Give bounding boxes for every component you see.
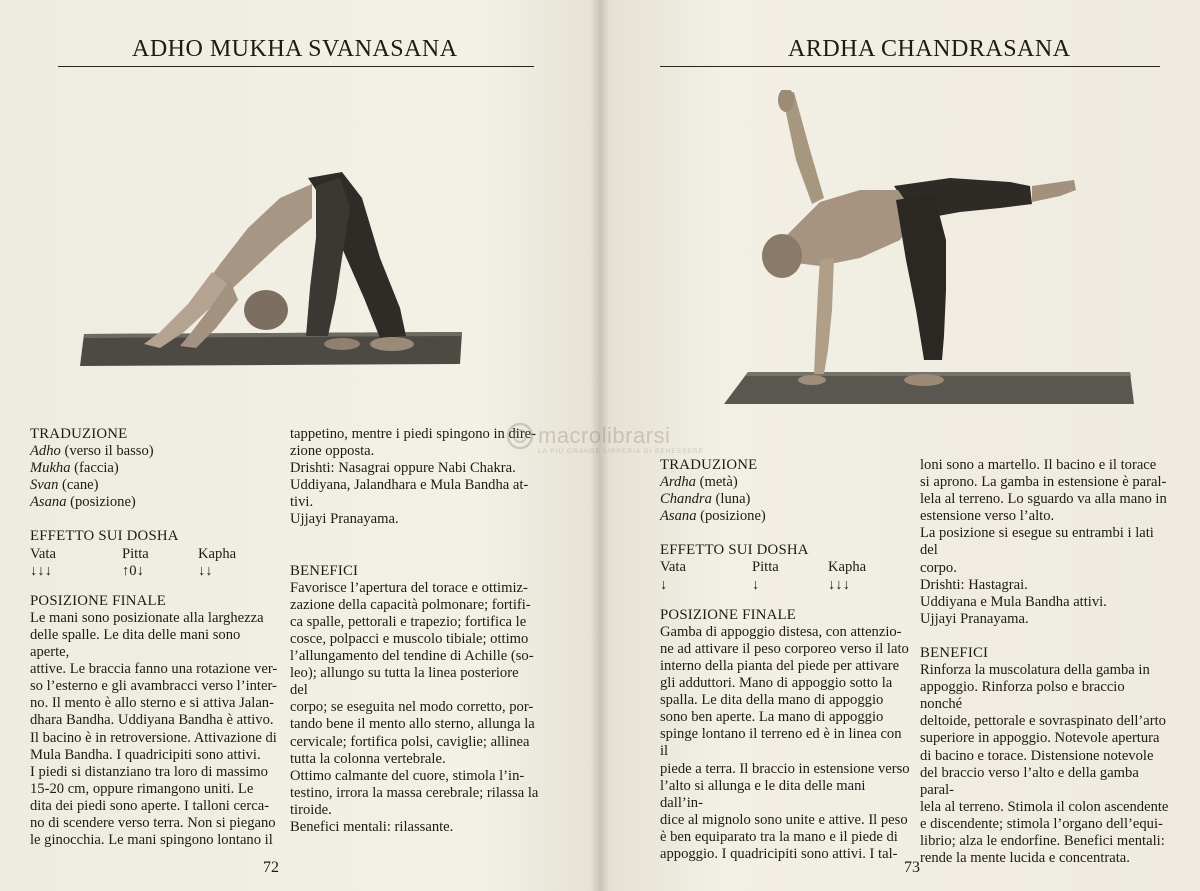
position-heading: POSIZIONE FINALE [30, 592, 166, 609]
pose-photo-downward-dog [80, 168, 468, 373]
text-line: si aprono. La gamba in estensione è paral- [920, 474, 1167, 491]
text-line: le ginocchia. Le mani spingono lontano il [30, 832, 273, 849]
translation-item [30, 443, 280, 460]
translation-heading: TRADUZIONE [660, 457, 758, 473]
text-line: testino, irrora la massa cerebrale; rilassa la [290, 784, 539, 801]
dosha-heading: EFFETTO SUI DOSHA [30, 528, 179, 545]
text-line: Ujjayi Pranayama. [920, 610, 1029, 627]
text-line: delle spalle. Le dita delle mani sono aperte, [30, 626, 241, 661]
text-line: Favorisce l’apertura del torace e ottimiz- [290, 579, 528, 596]
text-line: no. Il mento è allo sterno e si attiva Jalan- [30, 695, 274, 712]
dosha-name: Vata [660, 559, 686, 576]
text-line: Uddiyana e Mula Bandha attivi. [920, 593, 1107, 610]
text-line: è ben equiparato tra la mano e il piede di [660, 828, 898, 845]
dosha-names [660, 559, 910, 576]
translation-meaning: (metà) [695, 474, 738, 491]
dosha-arrows [660, 577, 910, 594]
translation-term: Asana [660, 508, 697, 525]
translation-item [660, 508, 910, 525]
text-line: spalla. Le dita della mano di appoggio [660, 692, 884, 709]
left-column [30, 426, 280, 849]
text-line: corpo. [920, 559, 957, 576]
dosha-arrow: ↑0↓ [122, 562, 144, 579]
text-line: piede a terra. Il braccio in estensione verso [660, 760, 910, 777]
text-line: Le mani sono posizionate alla larghezza [30, 609, 264, 626]
text-line: del braccio verso l’alto e della gamba paral- [920, 764, 1139, 798]
text-line: Rinforza la muscolatura della gamba in [920, 662, 1150, 679]
right-column [290, 426, 540, 836]
text-line: librio; alza le endorfine. Benefici mentali: [920, 832, 1165, 849]
text-line: leo); allungo su tutta la linea posteriore del [290, 665, 519, 699]
text-line: zazione della capacità polmonare; fortifi- [290, 596, 531, 613]
translation-meaning: (luna) [711, 491, 751, 508]
translation-meaning: (cane) [58, 477, 99, 494]
translation-term: Mukha [30, 460, 71, 477]
watermark-tagline: LA PIÙ GRANDE LIBRERIA DI BENESSERE [538, 448, 704, 455]
translation-term: Asana [30, 494, 67, 511]
text-line: l’alto si allunga e le dita delle mani dall’in- [660, 777, 866, 811]
page-number: 73 [904, 859, 920, 876]
translation-heading: TRADUZIONE [30, 426, 128, 442]
dosha-arrows [30, 563, 280, 580]
text-line: spinge lontano il terreno ed è in linea con il [660, 726, 902, 760]
page-title: ARDHA CHANDRASANA [788, 36, 1071, 62]
dosha-name: Pitta [122, 545, 149, 562]
text-line: appoggio. I quadricipiti sono attivi. I tal- [660, 845, 898, 862]
dosha-arrow: ↓ [752, 576, 760, 593]
translation-item [660, 491, 910, 508]
text-line: estensione verso l’alto. [920, 508, 1055, 525]
text-line: Uddiyana, Jalandhara e Mula Bandha at- [290, 477, 529, 494]
text-line: tando bene il mento allo sterno, allunga la [290, 716, 535, 733]
translation-item [30, 494, 280, 511]
left-column [660, 457, 910, 863]
text-line: cosce, polpacci e muscolo tibiale; ottimo [290, 630, 529, 647]
dosha-name: Pitta [752, 559, 779, 576]
translation-meaning: (verso il basso) [60, 443, 154, 460]
page-number: 72 [263, 859, 279, 876]
text-line: tiroide. [290, 801, 332, 818]
translation-term: Svan [30, 477, 59, 494]
text-line: superiore in appoggio. Notevole apertura [920, 730, 1160, 747]
text-line: l’allungamento del tendine di Achille (so- [290, 648, 534, 665]
text-line: appoggio. Rinforza polso e braccio nonché [920, 679, 1125, 713]
dosha-name: Vata [30, 545, 56, 562]
pose-photo-half-moon [720, 90, 1138, 406]
text-line: Ottimo calmante del cuore, stimola l’in- [290, 767, 525, 784]
dosha-name: Kapha [828, 559, 867, 576]
text-line: Drishti: Hastagrai. [920, 576, 1028, 593]
title-rule [660, 66, 1160, 67]
dosha-name: Kapha [198, 545, 237, 562]
text-line: zione opposta. [290, 443, 375, 460]
text-line: Mula Bandha. I quadricipiti sono attivi. [30, 746, 261, 763]
watermark [506, 422, 704, 455]
dosha-heading: EFFETTO SUI DOSHA [660, 542, 809, 559]
text-line: rende la mente lucida e concentrata. [920, 850, 1130, 867]
text-line: corpo; se eseguita nel modo corretto, por- [290, 699, 534, 716]
right-page [602, 0, 1200, 891]
text-line: dita dei piedi sono aperte. I talloni cerca- [30, 797, 270, 814]
text-line: 15-20 cm, oppure rimangono uniti. Le [30, 780, 254, 797]
text-line: so l’esterno e gli avambracci verso l’inter- [30, 678, 277, 695]
text-line: tivi. [290, 494, 314, 511]
translation-meaning: (posizione) [696, 508, 766, 525]
text-line: ne ad attivare il peso corporeo verso il lato [660, 640, 909, 657]
yoga-pose-image [720, 90, 1138, 406]
translation-item [660, 474, 910, 491]
text-line: ca spalle, pettorali e trapezio; fortifica le [290, 613, 527, 630]
text-line: attive. Le braccia fanno una rotazione ver- [30, 661, 278, 678]
right-column [920, 457, 1170, 867]
translation-term: Chandra [660, 491, 712, 508]
translation-meaning: (faccia) [70, 460, 119, 477]
translation-item [30, 460, 280, 477]
text-line: no di scendere verso terra. Non si piegano [30, 814, 276, 831]
text-line: tappetino, mentre i piedi spingono in dire- [290, 426, 537, 442]
text-line: loni sono a martello. Il bacino e il torace [920, 457, 1157, 473]
position-heading: POSIZIONE FINALE [660, 606, 796, 623]
text-line: deltoide, pettorale e sovraspinato dell’arto [920, 713, 1166, 730]
dosha-arrow: ↓↓↓ [30, 562, 52, 579]
text-line: e discendente; stimola l’organo dell’equi- [920, 815, 1163, 832]
watermark-brand: macrolibrarsi [538, 423, 671, 448]
translation-item [30, 477, 280, 494]
text-line: dice al mignolo sono unite e attive. Il peso [660, 811, 908, 828]
text-line: cervicale; fortifica polsi, caviglie; allinea [290, 733, 530, 750]
title-rule [58, 66, 534, 67]
text-line: lela al terreno. Lo sguardo va alla mano in [920, 491, 1167, 508]
translation-meaning: (posizione) [66, 494, 136, 511]
text-line: I piedi si distanziano tra loro di massimo [30, 763, 268, 780]
page-title: ADHO MUKHA SVANASANA [132, 36, 458, 62]
text-line: interno della pianta del piede per attivare [660, 657, 900, 674]
dosha-arrow: ↓↓↓ [828, 576, 850, 593]
benefits-heading: BENEFICI [290, 562, 359, 579]
text-line: lela al terreno. Stimola il colon ascendente [920, 798, 1169, 815]
yoga-pose-image [80, 168, 468, 373]
text-line: Il bacino è in retroversione. Attivazione di [30, 729, 277, 746]
translation-term: Adho [30, 443, 61, 460]
text-line: La posizione si esegue su entrambi i lati del [920, 525, 1154, 559]
dosha-arrow: ↓↓ [198, 562, 213, 579]
text-line: di bacino e torace. Distensione notevole [920, 747, 1154, 764]
benefits-heading: BENEFICI [920, 644, 989, 661]
text-line: dhara Bandha. Uddiyana Bandha è attivo. [30, 712, 274, 729]
circle-logo-icon [506, 422, 534, 450]
text-line: tutta la colonna vertebrale. [290, 750, 446, 767]
text-line: Gamba di appoggio distesa, con attenzio- [660, 623, 902, 640]
text-line: Ujjayi Pranayama. [290, 511, 399, 528]
dosha-arrow: ↓ [660, 576, 668, 593]
text-line: sono ben aperte. La mano di appoggio [660, 709, 884, 726]
dosha-names [30, 546, 280, 563]
text-line: gli adduttori. Mano di appoggio sotto la [660, 675, 893, 692]
text-line: Drishti: Nasagrai oppure Nabi Chakra. [290, 460, 516, 477]
translation-term: Ardha [660, 474, 696, 491]
text-line: Benefici mentali: rilassante. [290, 818, 454, 835]
